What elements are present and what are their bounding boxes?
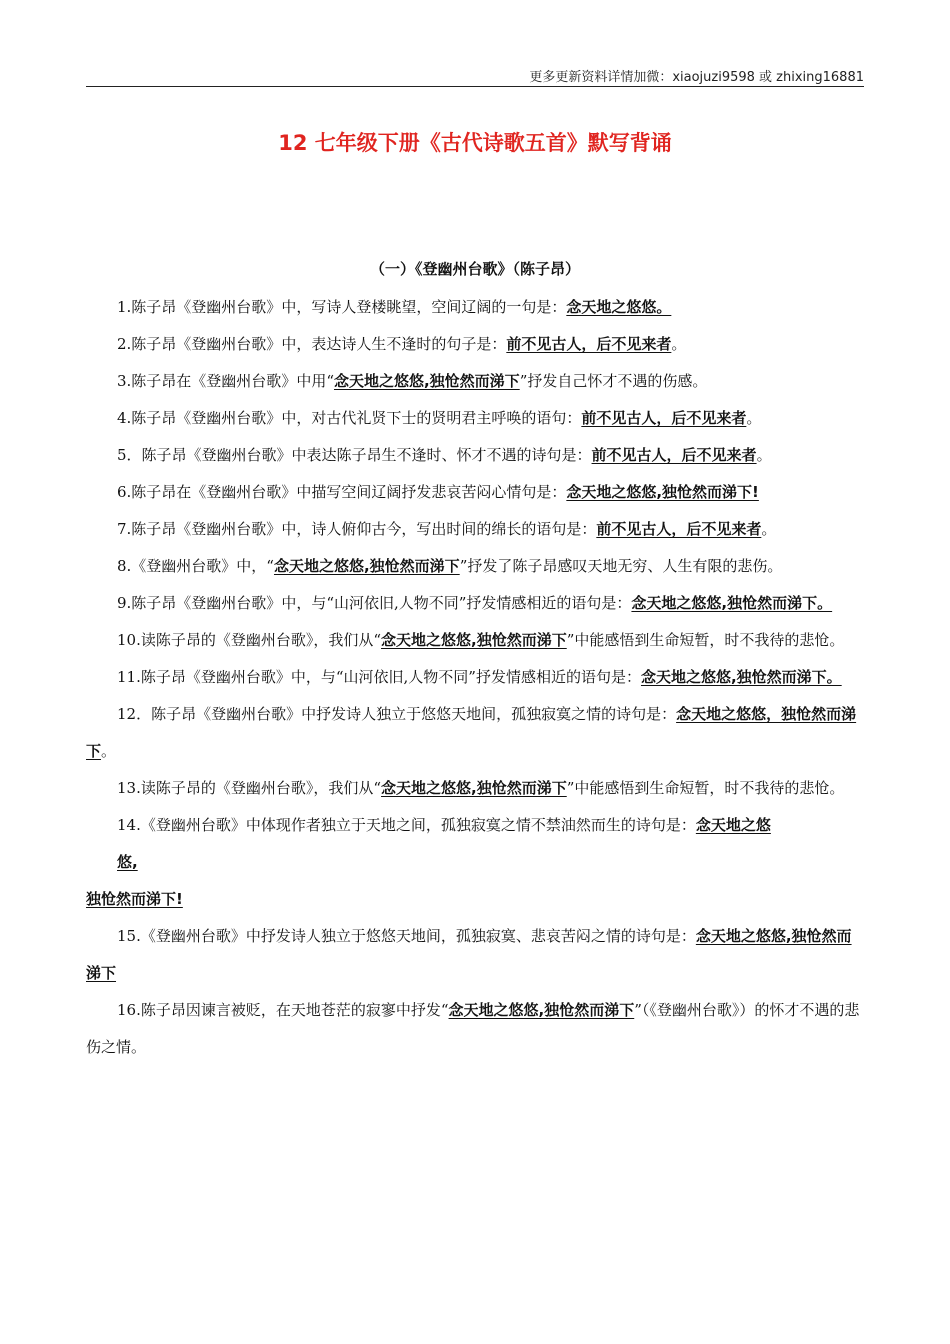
question-item <box>86 992 864 1066</box>
header-note: 更多更新资料详情加微：xiaojuzi9598 或 zhixing16881 <box>529 70 864 85</box>
question-item <box>86 363 864 400</box>
question-text: 3.陈子昂在《登幽州台歌》中用“ <box>117 372 334 390</box>
answer-text: 独怆然而涕下! <box>86 890 183 908</box>
answer-text: 念天地之悠悠,独怆然而涕下 <box>333 372 520 390</box>
question-item <box>86 437 864 474</box>
question-suffix: ”（《登幽州台歌》）的怀才不遇的悲伤之情。 <box>86 1001 860 1056</box>
question-text: 15.《登幽州台歌》中抒发诗人独立于悠悠天地间，孤独寂寞、悲哀苦闷之情的诗句是： <box>117 927 696 945</box>
answer-text: 念天地之悠悠,独怆然而涕下 <box>381 631 567 649</box>
question-text: 13.读陈子昂的《登幽州台歌》，我们从“ <box>117 779 382 797</box>
answer-text: 念天地之悠悠,独怆然而涕下 <box>273 557 460 575</box>
question-text: 7.陈子昂《登幽州台歌》中，诗人俯仰古今，写出时间的绵长的语句是： <box>117 520 597 538</box>
question-item <box>86 622 864 659</box>
question-text: 11.陈子昂《登幽州台歌》中，与“山河依旧,人物不同”抒发情感相近的语句是： <box>117 668 641 686</box>
question-text: 2.陈子昂《登幽州台歌》中，表达诗人生不逢时的句子是： <box>117 335 507 353</box>
question-text: 4.陈子昂《登幽州台歌》中，对古代礼贤下士的贤明君主呼唤的语句： <box>117 409 582 427</box>
answer-text: 念天地之悠悠,独怆然而涕下! <box>566 483 759 501</box>
section-heading: （一）《登幽州台歌》（陈子昂） <box>369 260 580 278</box>
answer-text: 念天地之悠悠,独怆然而涕下 <box>381 779 567 797</box>
question-suffix: ”中能感悟到生命短暂，时不我待的悲怆。 <box>566 779 845 797</box>
answer-text: 念天地之悠悠,独怆然而涕下。 <box>640 668 842 686</box>
question-item <box>86 918 864 992</box>
header-divider <box>86 86 864 87</box>
question-item <box>86 659 864 696</box>
answer-text: 念天地之悠悠,独怆然而涕下 <box>448 1001 635 1019</box>
question-list <box>86 289 864 1066</box>
question-text: 14.《登幽州台歌》中体现作者独立于天地之间，孤独寂寞之情不禁油然而生的诗句是： <box>117 816 696 834</box>
question-item <box>86 511 864 548</box>
question-suffix: 。 <box>756 446 772 464</box>
answer-text: 念天地之悠悠。 <box>566 298 672 316</box>
answer-continuation <box>86 881 864 918</box>
question-text: 1.陈子昂《登幽州台歌》中，写诗人登楼眺望，空间辽阔的一句是： <box>117 298 567 316</box>
question-suffix: 。 <box>101 742 117 760</box>
answer-text: 前不见古人，后不见来者 <box>506 335 672 353</box>
question-item <box>86 400 864 437</box>
question-text: 10.读陈子昂的《登幽州台歌》，我们从“ <box>117 631 382 649</box>
answer-text: 前不见古人，后不见来者 <box>581 409 747 427</box>
question-text: 5．陈子昂《登幽州台歌》中表达陈子昂生不逢时、怀才不遇的诗句是： <box>117 446 592 464</box>
answer-text: 念天地之悠悠，独怆然而涕下 <box>86 705 857 760</box>
question-text: 16.陈子昂因谏言被贬，在天地苍茫的寂寥中抒发“ <box>117 1001 449 1019</box>
answer-text: 悠, <box>117 853 138 871</box>
question-suffix: ”抒发了陈子昂感叹天地无穷、人生有限的悲伤。 <box>459 557 783 575</box>
answer-text: 前不见古人，后不见来者 <box>596 520 762 538</box>
answer-text: 前不见古人，后不见来者 <box>591 446 757 464</box>
question-item <box>86 770 864 807</box>
answer-text: 念天地之悠悠,独怆然而涕下。 <box>631 594 833 612</box>
question-item <box>86 807 864 844</box>
question-item <box>86 696 864 770</box>
question-item <box>86 548 864 585</box>
question-item <box>86 289 864 326</box>
question-item <box>86 585 864 622</box>
question-item <box>86 474 864 511</box>
question-text: 8.《登幽州台歌》中，“ <box>117 557 274 575</box>
question-suffix: 。 <box>746 409 762 427</box>
answer-text: 念天地之悠悠,独怆然而涕下 <box>86 927 852 982</box>
question-suffix: 。 <box>671 335 687 353</box>
question-text: 9.陈子昂《登幽州台歌》中，与“山河依旧,人物不同”抒发情感相近的语句是： <box>117 594 632 612</box>
answer-text: 念天地之悠 <box>695 816 771 834</box>
question-text: 6.陈子昂在《登幽州台歌》中描写空间辽阔抒发悲哀苦闷心情句是： <box>117 483 567 501</box>
question-suffix: 。 <box>761 520 777 538</box>
answer-continuation <box>86 844 864 881</box>
question-text: 12．陈子昂《登幽州台歌》中抒发诗人独立于悠悠天地间，孤独寂寞之情的诗句是： <box>117 705 677 723</box>
question-suffix: ”中能感悟到生命短暂，时不我待的悲怆。 <box>566 631 845 649</box>
question-suffix: ”抒发自己怀才不遇的伤感。 <box>519 372 708 390</box>
document-title: 12 七年级下册《古代诗歌五首》默写背诵 <box>278 131 672 155</box>
question-item <box>86 326 864 363</box>
